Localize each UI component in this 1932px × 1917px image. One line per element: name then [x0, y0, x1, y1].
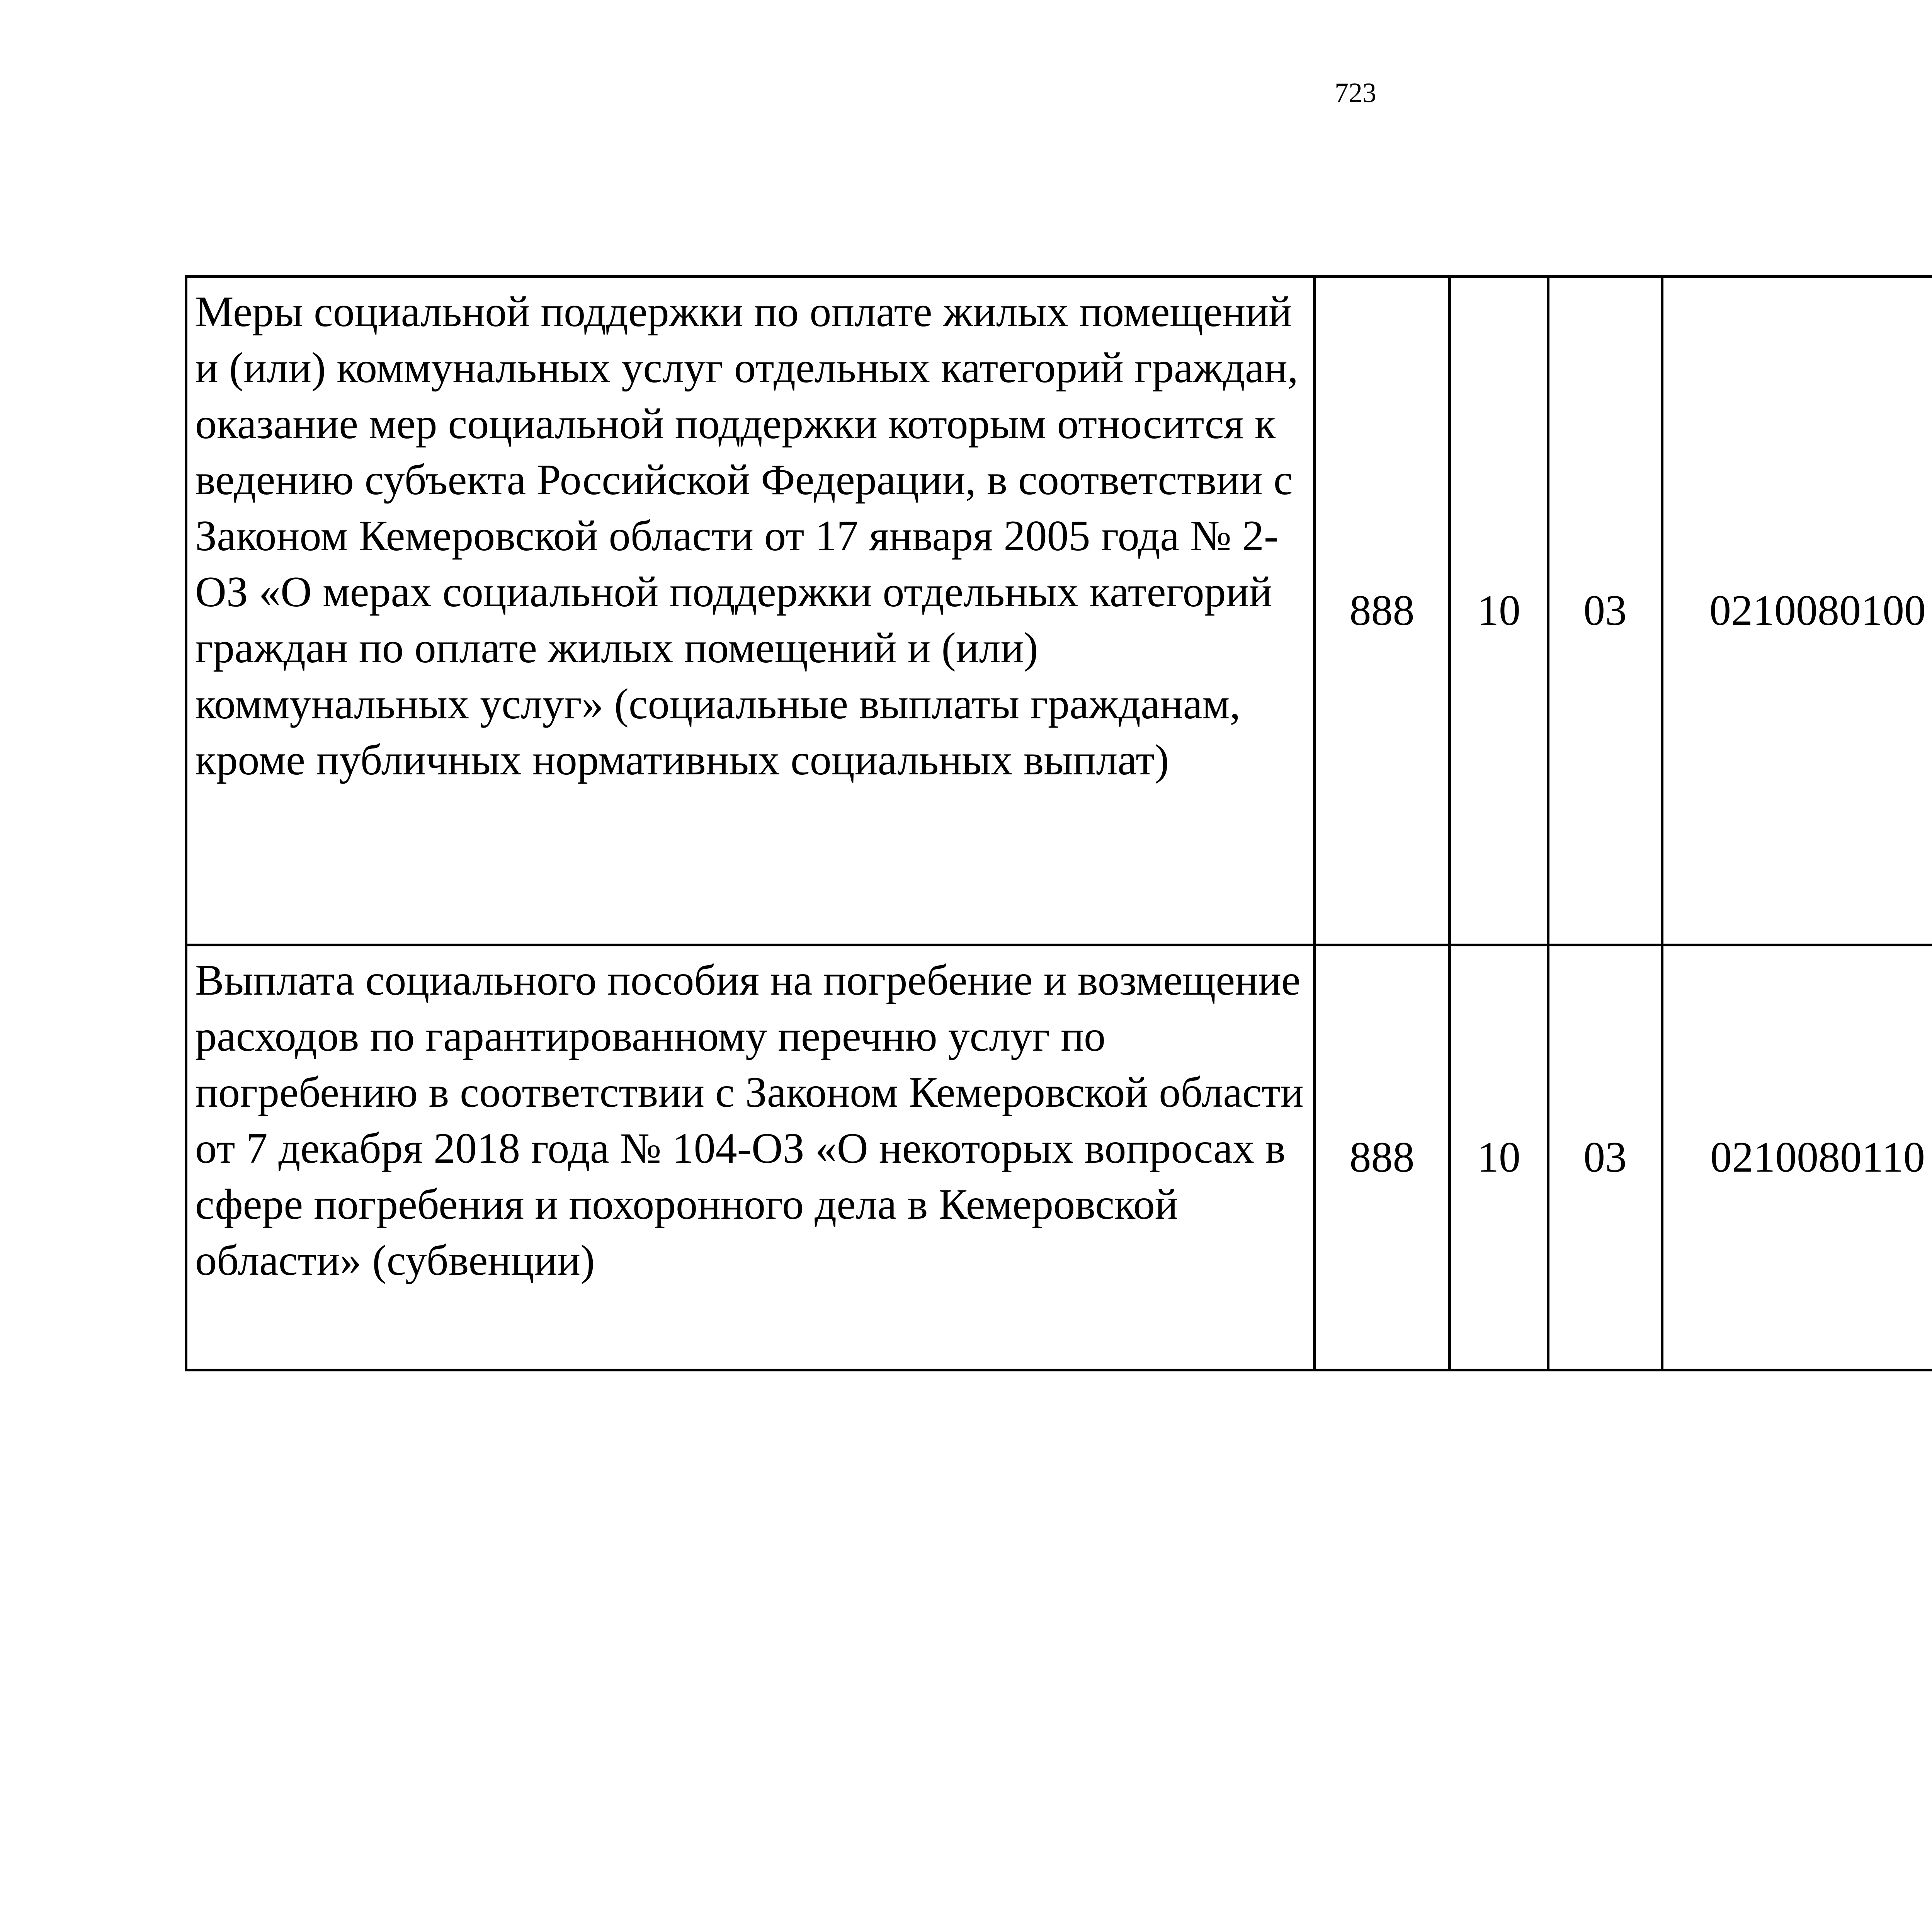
subsection-code: 03	[1548, 945, 1662, 1370]
table-row	[186, 945, 1932, 1370]
row-description: Выплата социального пособия на погребение и возмещение расходов по гарантированному перечню услуг по погребению в соответствии с Законом Кемеровской области от 7 декабря 2018 года № 104-ОЗ «О некоторых вопросах в сфере погребения и похоронного дела в Кемеровской области» (субвенции)	[186, 945, 1315, 1370]
section-code: 10	[1450, 277, 1548, 945]
ministry-code: 888	[1315, 277, 1450, 945]
budget-table	[185, 275, 1932, 1371]
target-article-code: 0210080100	[1662, 277, 1932, 945]
target-article-code: 0210080110	[1662, 945, 1932, 1370]
table-row	[186, 277, 1932, 945]
page-number: 723	[1335, 77, 1376, 108]
subsection-code: 03	[1548, 277, 1662, 945]
section-code: 10	[1450, 945, 1548, 1370]
row-description: Меры социальной поддержки по оплате жилых помещений и (или) коммунальных услуг отдельных категорий граждан, оказание мер социальной поддержки которым относится к ведению субъекта Российской Федерации, в соответствии с Законом Кемеровской области от 17 января 2005 года № 2-ОЗ «О мерах социальной поддержки отдельных категорий граждан по оплате жилых помещений и (или) коммунальных услуг» (социальные выплаты гражданам, кроме публичных нормативных социальных выплат)	[186, 277, 1315, 945]
ministry-code: 888	[1315, 945, 1450, 1370]
